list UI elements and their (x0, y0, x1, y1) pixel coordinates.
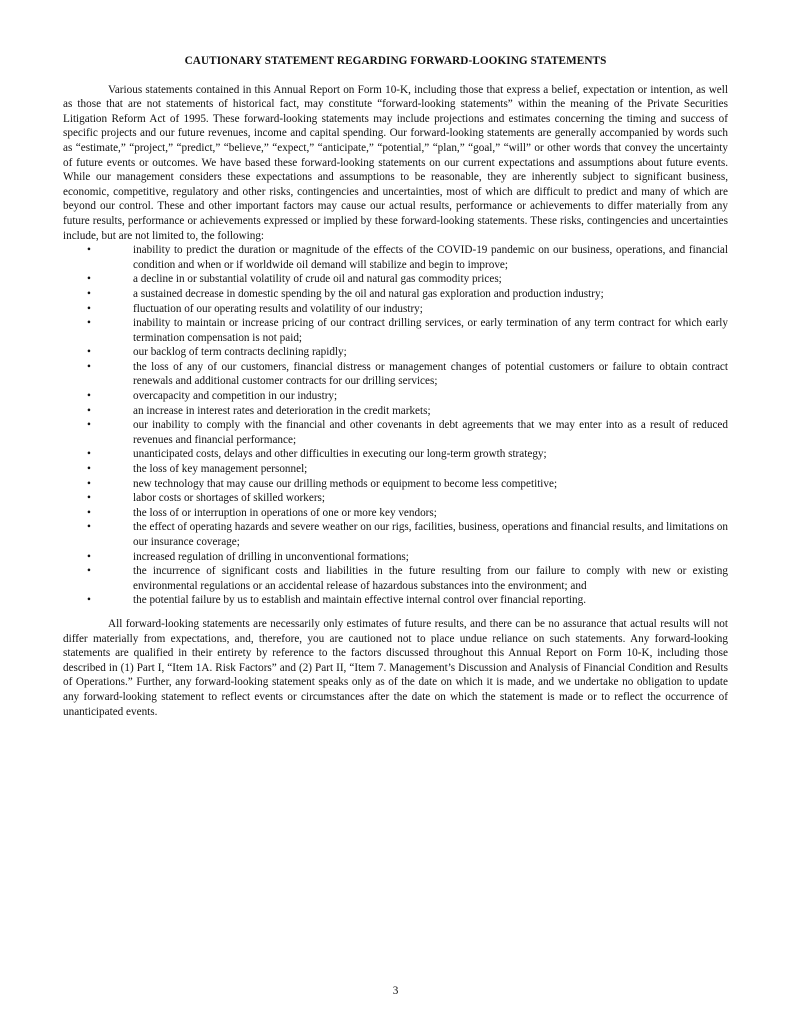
risk-factor-item (63, 564, 728, 593)
risk-factor-text: our backlog of term contracts declining rapidly; (133, 346, 347, 359)
risk-factor-item (63, 404, 728, 419)
risk-factor-item (63, 462, 728, 477)
bullet-icon: • (87, 565, 91, 578)
risk-factor-text: our inability to comply with the financial and other covenants in debt agreements that we may enter into as a result of reduced revenues and financial performance; (133, 419, 728, 446)
closing-paragraph: All forward-looking statements are necessarily only estimates of future results, and there can be no assurance that actual results will not differ materially from expectations, and, therefore, you are cautioned not to place undue reliance on such statements. Any forward-looking statements are qualified in their entirety by reference to the factors discussed throughout this Annual Report on Form 10-K, including those described in (1) Part I, “Item 1A. Risk Factors” and (2) Part II, “Item 7. Management’s Discussion and Analysis of Financial Condition and Results of Operations.” Further, any forward-looking statement speaks only as of the date on which it is made, and we undertake no obligation to update any forward-looking statement to reflect events or circumstances after the date on which the statement is made or to reflect the occurrence of unanticipated events. (63, 617, 728, 718)
risk-factor-item (63, 287, 728, 302)
bullet-icon: • (87, 550, 91, 563)
risk-factor-text: labor costs or shortages of skilled workers; (133, 492, 326, 505)
risk-factor-text: the effect of operating hazards and severe weather on our rigs, facilities, business, operations and financial results, and limitations on our insurance coverage; (133, 521, 728, 548)
risk-factor-item (63, 447, 728, 462)
risk-factor-text: new technology that may cause our drilling methods or equipment to become less competitive; (133, 477, 558, 490)
risk-factor-item (63, 345, 728, 360)
section-title: CAUTIONARY STATEMENT REGARDING FORWARD-LOOKING STATEMENTS (184, 55, 607, 67)
risk-factor-text: the loss of any of our customers, financial distress or management changes of potential customers or failure to obtain contract renewals and additional customer contracts for our drilling services; (133, 360, 728, 388)
bullet-icon: • (87, 419, 91, 432)
risk-factor-text: a decline in or substantial volatility of crude oil and natural gas commodity prices; (133, 273, 502, 286)
risk-factor-item (63, 243, 728, 272)
risk-factor-item (63, 360, 728, 389)
risk-factor-text: the loss of key management personnel; (133, 463, 308, 476)
risk-factor-text: the potential failure by us to establish and maintain effective internal control over financial reporting. (133, 594, 587, 607)
bullet-icon: • (87, 390, 91, 403)
page-number: 3 (392, 985, 399, 997)
bullet-icon: • (87, 492, 91, 505)
risk-factor-text: inability to maintain or increase pricing of our contract drilling services, or early termination of any term contract for which early termination compensation is not paid; (133, 317, 728, 344)
risk-factor-item (63, 477, 728, 492)
bullet-icon: • (87, 287, 91, 300)
bullet-icon: • (87, 346, 91, 359)
risk-factor-item (63, 491, 728, 506)
bullet-icon: • (87, 477, 91, 490)
risk-factor-text: unanticipated costs, delays and other difficulties in executing our long-term growth strategy; (133, 448, 547, 461)
risk-factor-text: overcapacity and competition in our industry; (133, 390, 338, 403)
bullet-icon: • (87, 506, 91, 519)
risk-factor-text: fluctuation of our operating results and volatility of our industry; (133, 302, 423, 315)
bullet-icon: • (87, 302, 91, 315)
risk-factor-text: a sustained decrease in domestic spending by the oil and natural gas exploration and production industry; (133, 287, 604, 300)
risk-factor-item (63, 506, 728, 521)
risk-factor-item (63, 316, 728, 345)
risk-factor-text: increased regulation of drilling in unconventional formations; (133, 550, 409, 563)
intro-paragraph: Various statements contained in this Annual Report on Form 10-K, including those that express a belief, expectation or intention, as well as those that are not statements of historical fact, may constitute “forward-looking statements” within the meaning of the Private Securities Litigation Reform Act of 1995. These forward-looking statements may include projections and estimates concerning the timing and success of specific projects and our future revenues, income and capital spending. Our forward-looking statements are generally accompanied by words such as “estimate,” “project,” “predict,” “believe,” “expect,” “anticipate,” “potential,” “plan,” “goal,” “will” or other words that convey the uncertainty of future events or outcomes. We have based these forward-looking statements on our current expectations and assumptions about future events. While our management considers these expectations and assumptions to be reasonable, they are inherently subject to significant business, economic, competitive, regulatory and other risks, contingencies and uncertainties, most of which are difficult to predict and many of which are beyond our control. These and other important factors may cause our actual results, performance or achievements to differ materially from any future results, performance or achievements expressed or implied by these forward-looking statements. These risks, contingencies and uncertainties include, but are not limited to, the following: (63, 83, 728, 242)
risk-factor-item (63, 272, 728, 287)
bullet-icon: • (87, 244, 91, 257)
bullet-icon: • (87, 594, 91, 607)
risk-factor-list (63, 243, 728, 608)
bullet-icon: • (87, 521, 91, 534)
risk-factor-text: the loss of or interruption in operations of one or more key vendors; (133, 506, 437, 519)
risk-factor-text: the incurrence of significant costs and liabilities in the future resulting from our failure to comply with new or existing environmental regulations or an accidental release of hazardous substances into the environment; and (133, 565, 728, 592)
bullet-icon: • (87, 404, 91, 417)
risk-factor-item (63, 520, 728, 549)
bullet-icon: • (87, 463, 91, 476)
bullet-icon: • (87, 273, 91, 286)
bullet-icon: • (87, 317, 91, 330)
document-page (63, 54, 728, 719)
risk-factor-item (63, 302, 728, 317)
risk-factor-text: an increase in interest rates and deterioration in the credit markets; (133, 404, 431, 417)
bullet-icon: • (87, 448, 91, 461)
risk-factor-item (63, 389, 728, 404)
risk-factor-item (63, 418, 728, 447)
bullet-icon: • (87, 360, 91, 373)
risk-factor-text: inability to predict the duration or magnitude of the effects of the COVID-19 pandemic on our business, operations, and financial condition and when or if worldwide oil demand will stabilize and begin to improve; (133, 244, 728, 271)
risk-factor-item (63, 593, 728, 608)
risk-factor-item (63, 550, 728, 565)
